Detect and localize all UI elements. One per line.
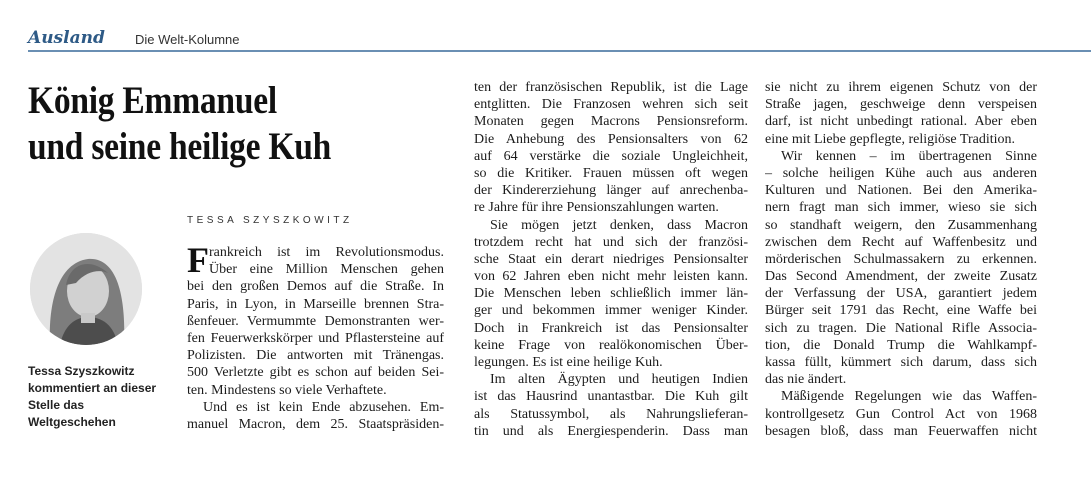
text-line: Polizisten. Die antworten mit Tränengas.: [187, 348, 444, 364]
portrait-icon: [30, 233, 142, 345]
text-line: zwischen dem Recht auf Waffenbesitz und: [765, 234, 1037, 250]
text-line: fen Feuerwerkskörper und Pflastersteine auf: [187, 330, 444, 346]
text-line: Und es ist kein Ende abzusehen. Em-: [203, 399, 444, 415]
text-line: besagen bloß, dass man Feuerwaffen nicht: [765, 423, 1037, 439]
text-line: Straße jagen, geschweige denn verspeisen: [765, 97, 1037, 113]
text-line: Doch in Frankreich ist das Pensionsalter: [474, 320, 748, 336]
text-line: kontrollgesetz Gun Control Act von 1968: [765, 406, 1037, 422]
text-line: Kulturen und Nationen. Bei den Amerika-: [765, 183, 1037, 199]
text-line: Bürger seit 1791 das Recht, eine Waffe bei: [765, 303, 1037, 319]
text-line: als Statussymbol, als Nahrungslieferan-: [474, 406, 748, 422]
text-line: ten. Mindestens so viele Verhaftete.: [187, 382, 387, 398]
text-line: Mäßigende Regelungen wie das Waffen-: [781, 389, 1037, 405]
text-line: so standhaft weigern, den Zusammenhang: [765, 217, 1037, 233]
text-line: der Verfassung der USA, garantiert jedem: [765, 286, 1037, 302]
text-line: – solche heiligen Kühe auch aus anderen: [765, 165, 1037, 181]
section-title: Ausland: [28, 28, 105, 48]
text-line: von 62 Jahren eben nicht mehr leisten kann.: [474, 269, 748, 285]
article-column-3: [765, 79, 1037, 440]
text-line: nern fragt man sich immer, wieso sie sich: [765, 200, 1037, 216]
text-line: auf 64 verstärke die soziale Ungleichheit,: [474, 148, 748, 164]
column-name: Die Welt-Kolumne: [135, 32, 240, 47]
text-line: legungen. Es ist eine heilige Kuh.: [474, 355, 663, 370]
text-line: ist das Hausrind unantastbar. Die Kuh gilt: [474, 389, 748, 405]
text-line: rankreich ist im Revolutionsmodus.: [209, 245, 444, 260]
text-line: ger und bekommen immer weniger Kinder.: [474, 303, 748, 319]
text-line: ten der französischen Republik, ist die Lage: [474, 80, 748, 95]
text-line: so die Kritiker. Frauen müssen oft wegen: [474, 165, 748, 181]
text-line: trotzdem recht hat und sich der französi-: [474, 234, 748, 250]
text-line: bei den großen Demos auf die Straße. In: [187, 279, 444, 295]
text-line: Sie mögen jetzt denken, dass Macron: [490, 217, 748, 233]
text-line: das nie ändert.: [765, 372, 847, 388]
text-line: kassa füllt, kümmert sich darum, dass sich: [765, 355, 1037, 370]
text-line: mörderischen Schulmassakern zu erkennen.: [765, 251, 1037, 267]
text-line: sche Staat ein derart niedriges Pensionsalter: [474, 251, 748, 267]
text-line: Monaten gegen Macrons Pensionsreform.: [474, 114, 748, 130]
text-line: ßenfeuer. Vermummte Demonstranten wer-: [187, 313, 444, 329]
text-line: eine mit Liebe gepflegte, religiöse Tradition.: [765, 131, 1015, 147]
text-line: re Jahre für ihre Pensionszahlungen warten.: [474, 200, 719, 216]
text-line: Im alten Ägypten und heutigen Indien: [490, 372, 748, 388]
author-portrait: [30, 233, 142, 345]
text-line: der Kindererziehung länger auf anrechenba-: [474, 183, 748, 199]
text-line: sich zu tragen. Die National Rifle Associa-: [765, 320, 1037, 336]
text-line: Paris, in Lyon, in Marseille brennen Stra-: [187, 296, 444, 312]
text-line: Wir kennen – im übertragenen Sinne: [781, 148, 1037, 164]
text-line: Die Anhebung des Pensionsalters von 62: [474, 131, 748, 147]
text-line: keine Frage von realökonomischen Über-: [474, 337, 748, 353]
text-line: entglitten. Die Franzosen wehren sich seit: [474, 97, 748, 113]
text-line: Das Second Amendment, der zweite Zusatz: [765, 269, 1037, 285]
author-caption: Tessa Szyszkowitz kommentiert an dieser Stelle das Weltgeschehen: [28, 364, 157, 429]
byline: TESSA SZYSZKOWITZ: [187, 215, 353, 226]
text-line: tin und als Energiespenderin. Dass man: [474, 423, 748, 439]
article-column-2: [474, 79, 748, 440]
text-line: Die Menschen leben schließlich immer län-: [474, 286, 748, 302]
text-line: darf, ist nicht unbedingt rational. Aber eben: [765, 114, 1037, 130]
text-line: Über eine Million Menschen gehen: [209, 262, 444, 278]
article-column-1: [187, 240, 444, 433]
text-line: sie nicht zu ihrem eigenen Schutz von der: [765, 80, 1037, 95]
section-header: [28, 28, 1091, 48]
headline-line-1: König Emmanuel: [28, 79, 277, 122]
drop-cap: F: [187, 240, 209, 280]
text-line: manuel Macron, dem 25. Staatspräsiden-: [187, 416, 444, 432]
text-line: tion, die Donald Trump die Wahlkampf-: [765, 337, 1037, 353]
header-divider: [28, 50, 1091, 52]
headline-line-2: und seine heilige Kuh: [28, 125, 332, 168]
text-line: 500 Verletzte gibt es schon auf beiden Sei-: [187, 365, 444, 381]
article-headline: [28, 78, 389, 170]
